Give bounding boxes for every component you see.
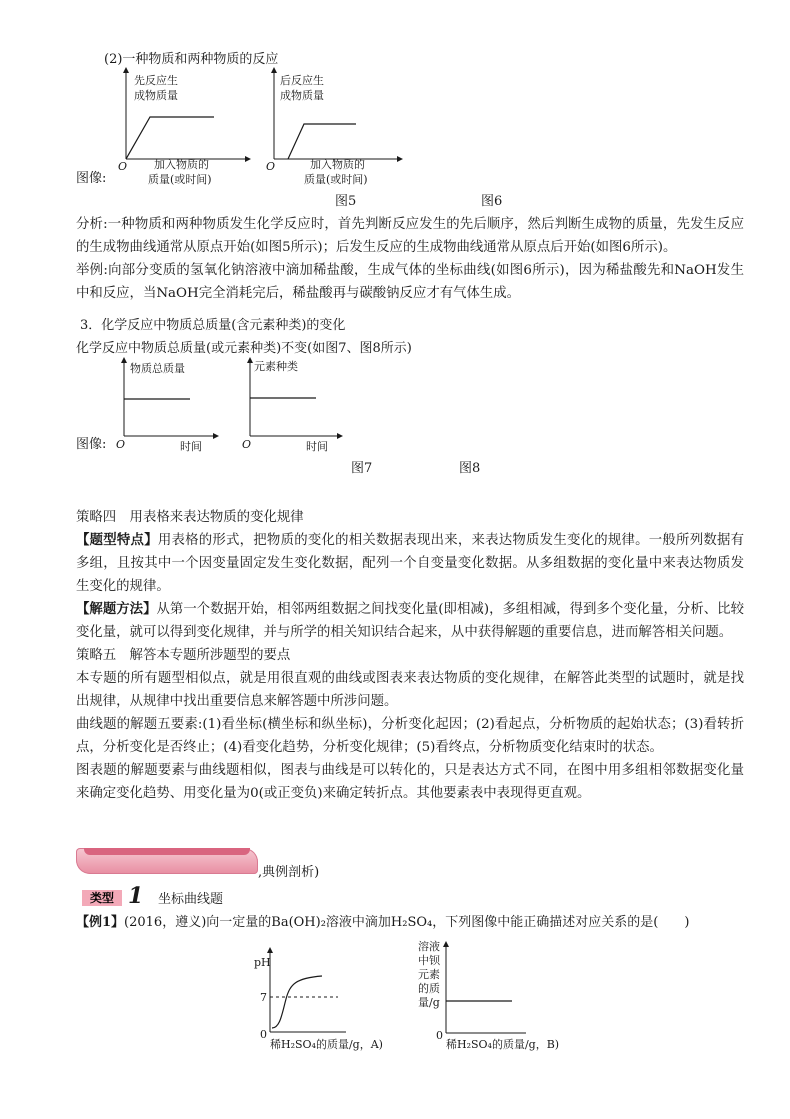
origin-label: O bbox=[266, 160, 276, 173]
analysis-block bbox=[76, 213, 744, 305]
y-label-line5: 量/g bbox=[418, 996, 440, 1009]
example-paragraph: 举例:向部分变质的氢氧化钠溶液中滴加稀盐酸，生成气体的坐标曲线(如图6所示)，因为稀盐酸先和NaOH发生中和反应，当NaOH完全消耗完后，稀盐酸再与碳酸钠反应才有气体生成。 bbox=[76, 263, 744, 301]
origin-label: O bbox=[118, 160, 128, 173]
graph-option-b bbox=[416, 936, 576, 1058]
x-label: 稀H₂SO₄的质量/g，B) bbox=[446, 1038, 560, 1051]
example1-line bbox=[76, 914, 689, 932]
method-tag: 【解题方法】 bbox=[76, 601, 157, 617]
example1-tag: 【例1】 bbox=[76, 915, 125, 930]
graph-fig8 bbox=[240, 354, 350, 454]
graph-option-a bbox=[250, 944, 410, 1056]
analysis-paragraph: 分析:一种物质和两种物质发生化学反应时，首先判断反应发生的先后顺序，然后判断生成物的质量，先发生反应的生成物曲线通常从原点开始(如图5所示)；后发生反应的生成物曲线通常从原点后开始(如图6所示)。 bbox=[76, 217, 744, 255]
curve bbox=[272, 976, 322, 1028]
origin-label: 0 bbox=[436, 1029, 443, 1042]
banner-text: ,典例剖析) bbox=[258, 865, 320, 880]
method-paragraph bbox=[76, 598, 744, 644]
strategy-block bbox=[76, 506, 744, 805]
y-label: 元素种类 bbox=[254, 360, 298, 373]
section-banner bbox=[76, 848, 258, 874]
origin-label: 0 bbox=[260, 1028, 267, 1041]
y-label-line2: 成物质量 bbox=[134, 89, 178, 102]
y-label-line1: 溶液 bbox=[418, 940, 440, 953]
type-badge: 类型 bbox=[82, 890, 122, 906]
figure-caption-6: 图6 bbox=[481, 194, 503, 209]
y-label: pH bbox=[254, 956, 271, 969]
x-label-line1: 加入物质的 bbox=[154, 158, 209, 171]
x-label: 稀H₂SO₄的质量/g，A) bbox=[270, 1038, 383, 1051]
y-label: 物质总质量 bbox=[130, 362, 185, 375]
section2-title: (2)一种物质和两种物质的反应 bbox=[104, 52, 279, 67]
method-text: 从第一个数据开始，相邻两组数据之间找变化量(即相减)，多组相减，得到多个变化量，分析、比较变化量，就可以得到变化规律，并与所学的相关知识结合起来，从中获得解题的重要信息，进而解答相关问题。 bbox=[76, 602, 744, 640]
strategy5-paragraph-2: 曲线题的解题五要素:(1)看坐标(横坐标和纵坐标)，分析变化起因；(2)看起点，分析物质的起始状态；(3)看转折点，分析变化是否终止；(4)看变化趋势，分析变化规律；(5)看终点，分析物质变化结束时的状态。 bbox=[76, 717, 744, 755]
figure-caption-5: 图5 bbox=[335, 194, 357, 209]
feature-paragraph bbox=[76, 529, 744, 598]
graph-fig6 bbox=[264, 64, 414, 188]
graph-fig7 bbox=[112, 354, 222, 454]
figure-caption-7: 图7 bbox=[351, 461, 373, 476]
y-label-line1: 先反应生 bbox=[134, 74, 178, 87]
y-label-line2: 成物质量 bbox=[280, 89, 324, 102]
x-label-line2: 质量(或时间) bbox=[304, 173, 368, 186]
section3-title: 3．化学反应中物质总质量(含元素种类)的变化 bbox=[80, 318, 346, 333]
y-label-line1: 后反应生 bbox=[280, 74, 324, 87]
curve bbox=[126, 117, 214, 159]
strategy5-paragraph-1: 本专题的所有题型相似点，就是用很直观的曲线或图表来表达物质的变化规律，在解答此类型的试题时，就是找出规律，从规律中找出重要信息来解答题中所涉问题。 bbox=[76, 671, 744, 709]
figure-caption-8: 图8 bbox=[459, 461, 481, 476]
x-label-line2: 质量(或时间) bbox=[148, 173, 212, 186]
curve bbox=[288, 124, 356, 159]
graph-fig5 bbox=[110, 64, 260, 188]
origin-label: O bbox=[116, 438, 126, 451]
feature-text: 用表格的形式，把物质的变化的相关数据表现出来，来表达物质发生变化的规律。一般所列数据有多组，且按其中一个因变量固定发生变化数据，配列一个自变量变化数据。从多组数据的变化量中来表达物质发生变化的规律。 bbox=[76, 533, 744, 594]
y-label-line3: 元素 bbox=[418, 968, 440, 981]
x-label: 时间 bbox=[180, 440, 202, 453]
tick-7: 7 bbox=[260, 991, 267, 1004]
banner-strip bbox=[84, 848, 250, 855]
x-label: 时间 bbox=[306, 440, 328, 453]
feature-tag: 【题型特点】 bbox=[76, 532, 158, 548]
strategy4-title: 策略四 用表格来表达物质的变化规律 bbox=[76, 510, 304, 525]
y-label-line2: 中钡 bbox=[418, 954, 440, 967]
y-label-line4: 的质 bbox=[418, 982, 440, 995]
example1-text: (2016，遵义)向一定量的Ba(OH)₂溶液中滴加H₂SO₄，下列图像中能正确描述对应关系的是( ) bbox=[124, 915, 690, 930]
image-label: 图像: bbox=[76, 171, 107, 186]
type-number: 1 bbox=[128, 883, 144, 909]
strategy5-paragraph-3: 图表题的解题要素与曲线题相似，图表与曲线是可以转化的，只是表达方式不同，在图中用多组相邻数据变化量来确定变化趋势、用变化量为0(或正变负)来确定转折点。其他要素表中表现得更直观。 bbox=[76, 763, 744, 801]
x-label-line1: 加入物质的 bbox=[310, 158, 365, 171]
strategy5-title: 策略五 解答本专题所涉题型的要点 bbox=[76, 648, 291, 663]
type-title: 坐标曲线题 bbox=[158, 892, 224, 907]
section3-description: 化学反应中物质总质量(或元素种类)不变(如图7、图8所示) bbox=[76, 341, 412, 356]
image-label: 图像: bbox=[76, 437, 107, 452]
origin-label: O bbox=[242, 438, 252, 451]
